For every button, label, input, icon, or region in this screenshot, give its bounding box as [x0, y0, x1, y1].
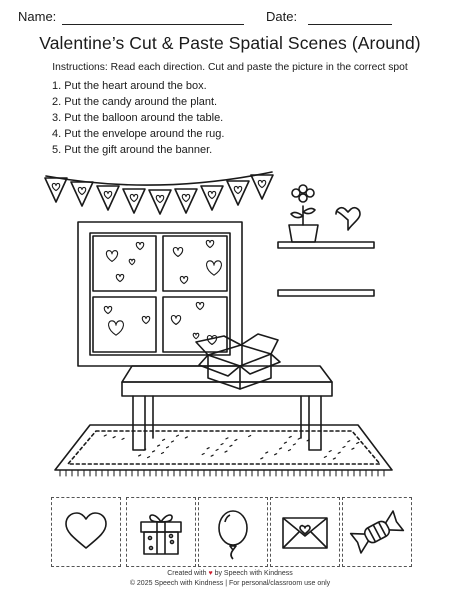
cutout-gift[interactable]: [126, 497, 196, 567]
room-scene-illustration: [30, 160, 430, 490]
direction-item: 3. Put the balloon around the table.: [52, 112, 224, 124]
wall-heart: [336, 208, 360, 230]
heart-icon: ♥: [208, 570, 213, 577]
table: [122, 366, 332, 450]
date-label: Date:: [266, 9, 298, 24]
window: [78, 222, 242, 366]
shelf-bottom: [278, 290, 374, 296]
balloon-icon: [199, 498, 267, 566]
heart-icon: [52, 498, 120, 566]
direction-item: 5. Put the gift around the banner.: [52, 144, 213, 156]
banner: [45, 172, 273, 214]
cutout-balloon[interactable]: [198, 497, 268, 567]
plant: [289, 185, 318, 242]
direction-item: 4. Put the envelope around the rug.: [52, 128, 225, 140]
candy-icon: [343, 498, 411, 566]
envelope-icon: [271, 498, 339, 566]
direction-item: 2. Put the candy around the plant.: [52, 96, 218, 108]
cutout-envelope[interactable]: [270, 497, 340, 567]
cutout-heart[interactable]: [51, 497, 121, 567]
footer-created-prefix: Created with: [167, 570, 207, 577]
footer-copyright: © 2025 Speech with Kindness | For personal/classroom use only: [129, 580, 331, 587]
footer-credit: [0, 570, 460, 577]
name-field[interactable]: [62, 24, 244, 25]
gift-icon: [127, 498, 195, 566]
shelf-top: [278, 242, 374, 248]
footer-created-suffix: by Speech with Kindness: [214, 570, 293, 577]
instructions-text: Instructions: Read each direction. Cut and paste the picture in the correct spot: [52, 62, 408, 73]
direction-item: 1. Put the heart around the box.: [52, 80, 207, 92]
rug: [55, 425, 392, 476]
name-label: Name:: [18, 9, 57, 24]
page-title: Valentine’s Cut & Paste Spatial Scenes (Around): [39, 33, 421, 53]
cutout-candy[interactable]: [342, 497, 412, 567]
date-field[interactable]: [308, 24, 392, 25]
